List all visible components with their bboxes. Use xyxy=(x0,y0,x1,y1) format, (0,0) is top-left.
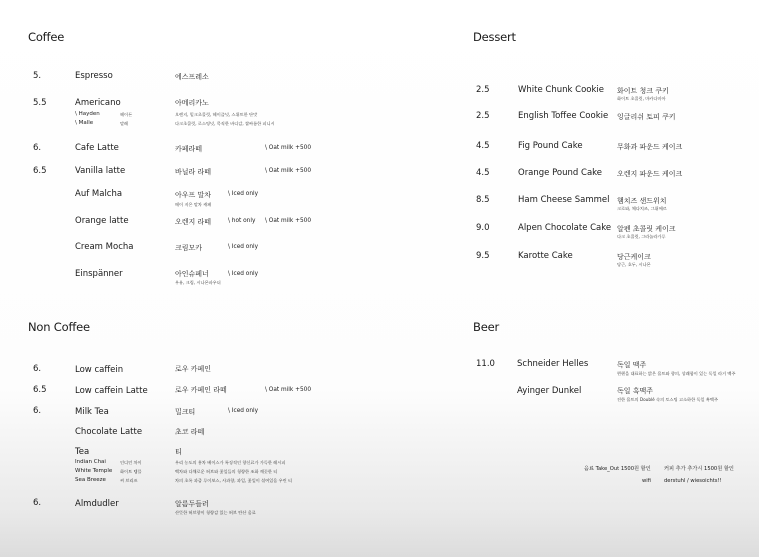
item-name-kr: 밀크티 xyxy=(175,408,196,416)
item-name-kr: 당근케이크 xyxy=(617,253,651,261)
variant-name-kr: 인디언 차이 xyxy=(120,460,142,465)
item-name: Einspänner xyxy=(75,269,123,279)
variant-name-kr: 말레 xyxy=(120,121,129,126)
item-option: \ Iced only xyxy=(228,271,259,277)
item-price: 4.5 xyxy=(476,168,490,178)
item-name: Almdudler xyxy=(75,499,119,509)
item-name-kr: 알름두들러 xyxy=(175,500,209,508)
item-price: 2.5 xyxy=(476,111,490,121)
variant-name: Sea Breeze xyxy=(75,477,106,483)
item-option: \ Oat milk +500 xyxy=(265,168,312,174)
item-option: \ Oat milk +500 xyxy=(265,387,312,393)
item-desc: 우유, 크림, 시나몬파우더 xyxy=(175,280,221,285)
item-name-kr: 무화과 파운드 케이크 xyxy=(617,143,683,151)
item-name: Low caffein Latte xyxy=(75,386,148,396)
item-name: Schneider Helles xyxy=(517,359,589,369)
item-price: 9.5 xyxy=(476,251,490,261)
item-name: Low caffein xyxy=(75,365,124,375)
item-price: 5. xyxy=(33,71,42,81)
variant-desc: 차의 초록 과즙 루이보스, 사과향, 과일, 꽃잎이 섞여있음 우린 티 xyxy=(175,478,293,483)
item-name: Ham Cheese Sammel xyxy=(518,195,610,205)
extra-shot-note: 커피 추가 추가시 1500원 할인 xyxy=(664,466,734,472)
item-name: White Chunk Cookie xyxy=(518,85,604,95)
variant-name: Indian Chai xyxy=(75,459,106,465)
item-desc: 화이트 초콜릿, 마카다미아 xyxy=(617,96,666,101)
item-name: Karotte Cake xyxy=(518,251,573,261)
item-name: Orange latte xyxy=(75,216,129,226)
item-option: \ Iced only xyxy=(228,191,259,197)
item-name: Cream Mocha xyxy=(75,242,134,252)
item-name-kr: 오렌지 라떼 xyxy=(175,218,212,226)
item-name: Alpen Chocolate Cake xyxy=(518,223,612,233)
item-name-kr: 초코 라떼 xyxy=(175,428,205,436)
item-name: Chocolate Latte xyxy=(75,427,143,437)
item-name-kr: 알펜 초콜릿 케이크 xyxy=(617,225,676,233)
item-desc: 당근, 호두, 시나몬 xyxy=(617,262,651,267)
item-name-kr: 아인슈페너 xyxy=(175,270,209,278)
noncoffee-section-title: Non Coffee xyxy=(28,320,90,334)
wifi-label: wifi xyxy=(642,478,651,484)
variant-name: \ Malle xyxy=(75,120,94,126)
item-price: 5.5 xyxy=(33,98,47,108)
item-name-kr: 바닐라 라떼 xyxy=(175,168,212,176)
item-price: 6. xyxy=(33,143,42,153)
item-name-kr: 오렌지 파운드 케이크 xyxy=(617,170,683,178)
item-name-kr: 에스프레소 xyxy=(175,73,209,81)
item-option: \ Oat milk +500 xyxy=(265,145,312,151)
item-price: 4.5 xyxy=(476,141,490,151)
item-option: \ Oat milk +500 xyxy=(265,218,312,224)
item-name-kr: 독일 흑맥주 xyxy=(617,387,654,395)
item-desc: 메이 지은 말차 캐페 xyxy=(175,202,212,207)
item-price: 6.5 xyxy=(33,166,47,176)
takeout-note: 음료 Take_Out 1500원 할인 xyxy=(584,466,651,472)
item-price: 6. xyxy=(33,364,42,374)
item-name-kr: 햄치즈 샌드위치 xyxy=(617,197,667,205)
item-name: Vanilla latte xyxy=(75,166,126,176)
variant-desc: 우리 농도의 홍차 베이스가 특징적인 향신료가 가득한 레시피 xyxy=(175,460,286,465)
item-name: Americano xyxy=(75,98,121,108)
item-name-kr: 로우 카페인 xyxy=(175,365,212,373)
item-desc: 다크 초콜릿, 그라놀라가루 xyxy=(617,234,666,239)
item-name: Fig Pound Cake xyxy=(518,141,583,151)
variant-name: White Temple xyxy=(75,468,113,474)
item-price: 11.0 xyxy=(476,359,495,369)
item-price: 9.0 xyxy=(476,223,490,233)
item-name: Cafe Latte xyxy=(75,143,119,153)
item-name-kr: 아메리카노 xyxy=(175,99,209,107)
item-desc: 산뜻한 허브향이 청량감 있는 허브 탄산 음료 xyxy=(175,510,256,515)
item-name: Espresso xyxy=(75,71,113,81)
item-price: 6. xyxy=(33,498,42,508)
item-name-kr: 티 xyxy=(175,448,182,456)
item-name-kr: 잉글리쉬 토피 쿠키 xyxy=(617,113,676,121)
item-name: Ayinger Dunkel xyxy=(517,386,582,396)
wifi-credentials: derstuhl / wiesoichts!! xyxy=(664,478,722,484)
dessert-section-title: Dessert xyxy=(473,30,516,44)
item-option: \ Iced only xyxy=(228,244,259,250)
item-name-kr: 독일 맥주 xyxy=(617,361,647,369)
variant-name-kr: 화이트 템플 xyxy=(120,469,142,474)
item-name-kr: 로우 카페인 라떼 xyxy=(175,386,227,394)
coffee-section-title: Coffee xyxy=(28,30,65,44)
variant-desc: 다크초콜릿, 로스팅넛, 묵직한 바디감, 쌉싸름한 피니시 xyxy=(175,121,275,126)
variant-name: \ Hayden xyxy=(75,111,100,117)
item-price: 6. xyxy=(33,406,42,416)
item-option: \ hot only xyxy=(228,218,256,224)
item-name-kr: 화이트 청크 쿠키 xyxy=(617,87,669,95)
item-name: Milk Tea xyxy=(75,407,109,417)
item-name: Orange Pound Cake xyxy=(518,168,602,178)
item-name-kr: 아우프 말차 xyxy=(175,191,212,199)
beer-section-title: Beer xyxy=(473,320,499,334)
variant-desc: 오렌지, 밀크초콜릿, 헤이즐넛, 스위트한 단맛 xyxy=(175,112,258,117)
item-name: English Toffee Cookie xyxy=(518,111,609,121)
item-price: 8.5 xyxy=(476,195,490,205)
variant-desc: 백차와 다채로운 허브와 꽃잎들의 청량한 조화 깨끗한 티 xyxy=(175,469,278,474)
item-name-kr: 크림모카 xyxy=(175,244,203,252)
item-option: \ Iced only xyxy=(228,408,259,414)
item-desc: 뮌헨을 대표하는 밝은 몰트와 향의, 상쾌함이 있는 독일 라거 맥주 xyxy=(617,371,736,376)
item-name-kr: 카페라떼 xyxy=(175,145,203,153)
variant-name-kr: 씨 브리즈 xyxy=(120,478,138,483)
item-desc: 진한 몰트의 Doublé 속의 토스팅 고소하한 독일 흑맥주 xyxy=(617,397,719,402)
item-price: 2.5 xyxy=(476,85,490,95)
item-price: 6.5 xyxy=(33,385,47,395)
item-name: Auf Malcha xyxy=(75,189,123,199)
variant-name-kr: 헤이든 xyxy=(120,112,133,117)
item-desc: 크로와, 체다치즈, 그뤼에르 xyxy=(617,206,667,211)
item-name: Tea xyxy=(75,447,90,457)
